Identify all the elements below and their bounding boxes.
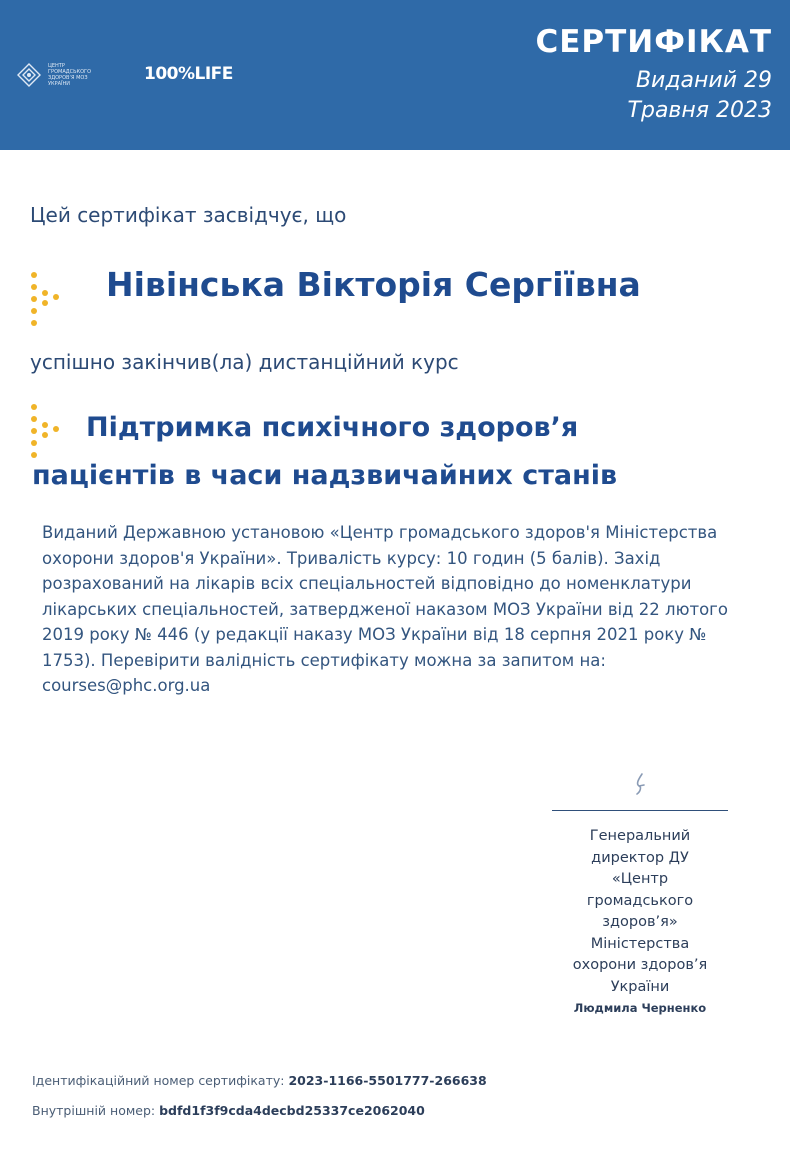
course-title-line1: Підтримка психічного здоров’я	[86, 412, 579, 443]
signer-position-line: директор ДУ	[591, 849, 689, 866]
recipient-name: Нівінська Вікторія Сергіївна	[106, 265, 641, 304]
course-description-text: Виданий Державною установою «Центр громадського здоров'я Міністерства охорони здоров'я України». Тривалість курсу: 10 годин (5 балів). Захід розрахований на лікарів всіх спеціальностей відповідно до номенклатури лікарських спеціальностей, затвердженої наказом МОЗ України від 22 лютого 2019 року № 446 (у редакції наказу МОЗ України від 18 серпня 2021 року № 1753). Перевірити валідність сертифікату можна за запитом на: courses@phc.org.ua	[42, 523, 728, 695]
certificate-id-value: 2023-1166-5501777-266638	[288, 1073, 487, 1088]
signature-mark	[630, 772, 650, 800]
signer-position-line: охорони здоров’я	[572, 957, 708, 973]
dots-decoration-icon	[28, 404, 64, 460]
signature-line	[552, 810, 728, 811]
issue-date-line1: Виданий 29	[635, 68, 772, 93]
phc-logo	[16, 62, 108, 88]
certificate-id-row	[32, 1073, 487, 1088]
course-description	[42, 520, 762, 699]
issue-date-line2: Травня 2023	[627, 98, 772, 123]
completed-text: успішно закінчив(ла) дистанційний курс	[30, 350, 459, 374]
phc-logo-text: ЦЕНТР ГРОМАДСЬКОГО ЗДОРОВʼЯ МОЗ УКРАЇНИ	[48, 63, 92, 87]
signer-name: Людмила Черненко	[573, 1001, 707, 1015]
internal-id-value: bdfd1f3f9cda4decbd25337ce2062040	[159, 1103, 425, 1118]
signer-block	[552, 826, 728, 1020]
signer-position-line: здоров’я»	[602, 914, 678, 930]
life-logo: 100%LIFE	[144, 64, 233, 84]
phc-emblem-icon	[16, 62, 42, 88]
internal-id-label: Внутрішній номер:	[32, 1103, 156, 1118]
issue-date	[628, 66, 772, 126]
signer-position-line: громадського	[586, 892, 694, 909]
certificate-title: СЕРТИФІКАТ	[535, 24, 772, 60]
signer-position-line: Генеральний	[589, 828, 691, 844]
signer-position-line: «Центр	[611, 871, 669, 887]
certificate-header	[0, 0, 790, 150]
dots-decoration-icon	[28, 272, 64, 328]
certifies-text: Цей сертифікат засвідчує, що	[30, 203, 347, 227]
certificate-id-label: Ідентифікаційний номер сертифікату:	[32, 1073, 285, 1088]
course-title-line2: пацієнтів в часи надзвичайних станів	[32, 460, 618, 491]
signer-position-line: Міністерства	[590, 935, 690, 952]
internal-id-row	[32, 1103, 425, 1118]
signer-position-line: України	[610, 978, 670, 995]
